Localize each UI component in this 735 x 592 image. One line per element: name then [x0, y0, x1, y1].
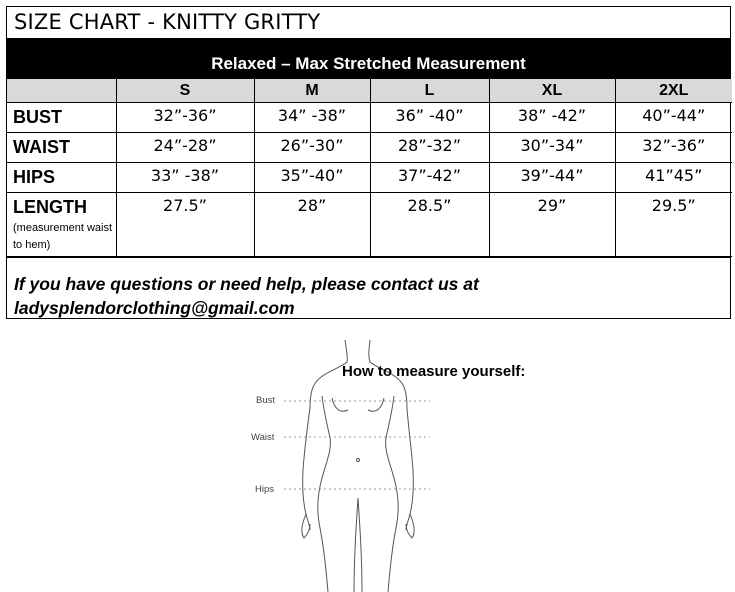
measurement-banner: Relaxed – Max Stretched Measurement [7, 39, 730, 79]
header-corner [7, 79, 116, 103]
measurement-cell: 28” [254, 193, 370, 257]
size-header: S [116, 79, 254, 103]
measurement-cell: 29.5” [615, 193, 732, 257]
measurement-cell: 32”-36” [615, 133, 732, 163]
length-row [7, 193, 732, 257]
size-header-row [7, 79, 732, 103]
length-note: (measurement waist to hem) [13, 222, 113, 251]
size-header: M [254, 79, 370, 103]
measurement-cell: 37”-42” [370, 163, 489, 193]
waist-label: Waist [251, 432, 275, 443]
bust-label: Bust [256, 395, 276, 406]
hips-row [7, 163, 732, 193]
row-label-length [7, 193, 116, 257]
measurement-cell: 27.5” [116, 193, 254, 257]
row-label: WAIST [7, 133, 116, 163]
contact-line: If you have questions or need help, please contact us at [14, 274, 479, 294]
measurement-cell: 33” -38” [116, 163, 254, 193]
measurement-cell: 34” -38” [254, 103, 370, 133]
measurement-cell: 41”45” [615, 163, 732, 193]
measurement-cell: 26”-30” [254, 133, 370, 163]
measurement-cell: 39”-44” [489, 163, 615, 193]
measurement-cell: 24”-28” [116, 133, 254, 163]
waist-row [7, 133, 732, 163]
measurement-cell: 35”-40” [254, 163, 370, 193]
measurement-cell: 38” -42” [489, 103, 615, 133]
measurement-cell: 30”-34” [489, 133, 615, 163]
measure-heading: How to measure yourself: [342, 363, 526, 380]
contact-note [7, 257, 730, 318]
size-table [7, 79, 732, 257]
size-header: 2XL [615, 79, 732, 103]
bust-row [7, 103, 732, 133]
row-label: HIPS [7, 163, 116, 193]
row-label: BUST [7, 103, 116, 133]
row-label: LENGTH [13, 197, 87, 217]
size-header: XL [489, 79, 615, 103]
measurement-cell: 40”-44” [615, 103, 732, 133]
measurement-cell: 28”-32” [370, 133, 489, 163]
size-chart [6, 6, 731, 319]
measurement-cell: 36” -40” [370, 103, 489, 133]
measurement-cell: 29” [489, 193, 615, 257]
contact-email: ladysplendorclothing@gmail.com [14, 298, 295, 318]
size-header: L [370, 79, 489, 103]
chart-title: SIZE CHART - KNITTY GRITTY [7, 7, 730, 39]
measurement-cell: 32”-36” [116, 103, 254, 133]
hips-label: Hips [255, 484, 275, 495]
measurement-cell: 28.5” [370, 193, 489, 257]
